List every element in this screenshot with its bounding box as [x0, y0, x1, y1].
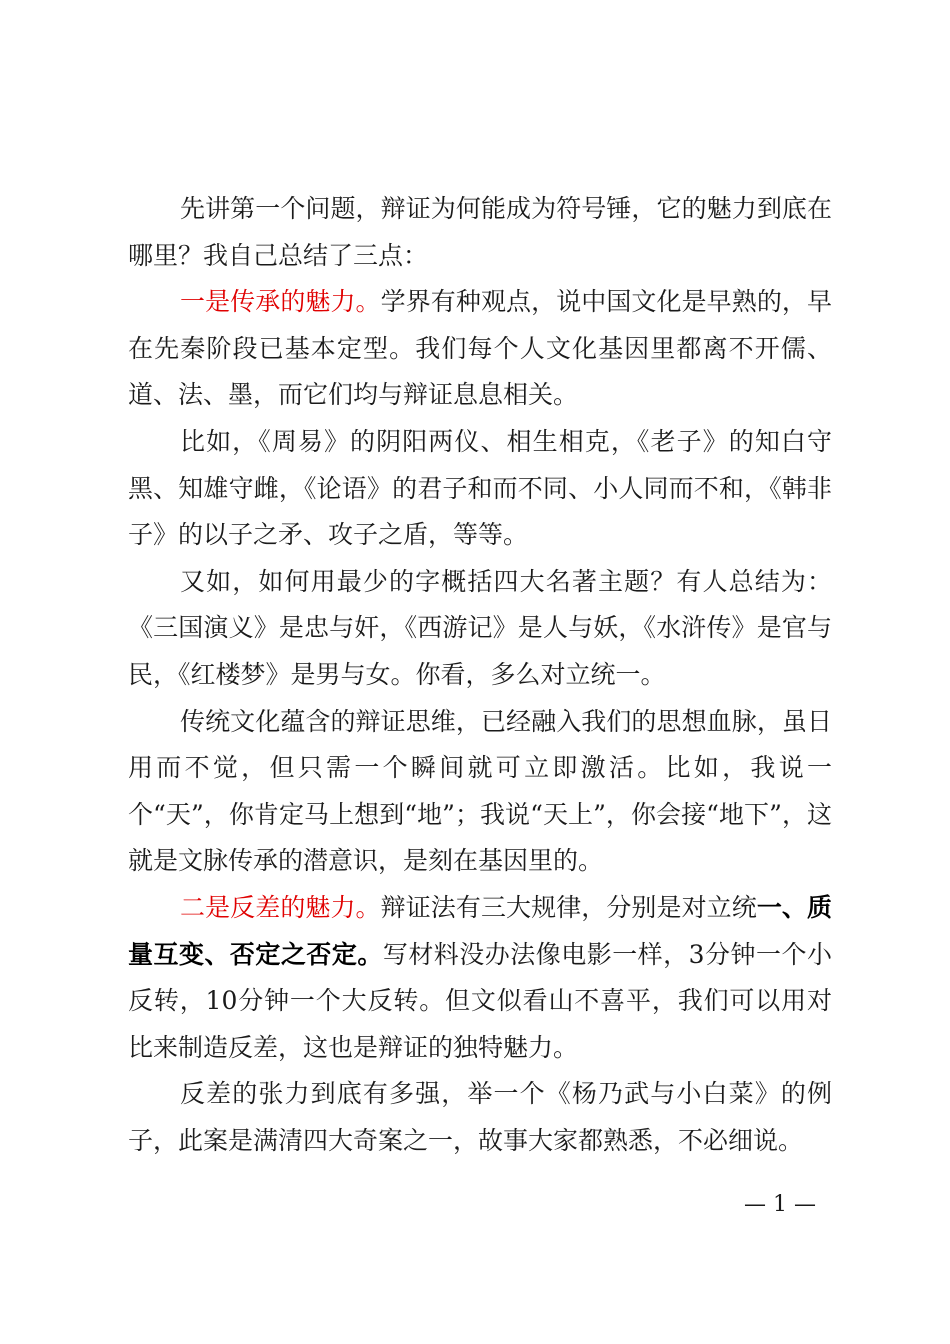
paragraph-3	[128, 419, 832, 559]
paragraph-7	[128, 1071, 832, 1164]
page-number: — 1 —	[744, 1192, 816, 1217]
paragraph-text: 写材料没办法像电影一样，3分钟一个小反转，10分钟一个大反转。但文似看山不喜平，我们可以用对比来制造反差，这也是辩证的独特魅力。	[128, 939, 832, 1062]
paragraph-text: 先讲第一个问题，辩证为何能成为符号锤，它的魅力到底在哪里？我自己总结了三点：	[128, 194, 832, 270]
paragraph-lead-heading: 二是反差的魅力。	[180, 892, 381, 922]
paragraph-6	[128, 885, 832, 1071]
paragraph-text: 比如，《周易》的阴阳两仪、相生相克，《老子》的知白守黑、知雄守雌，《论语》的君子和而不同、小人同而不和，《韩非子》的以子之矛、攻子之盾，等等。	[128, 426, 832, 550]
paragraph-text: 传统文化蕴含的辩证思维，已经融入我们的思想血脉，虽日用而不觉，但只需一个瞬间就可立即激活。比如，我说一个“天”，你肯定马上想到“地”；我说“天上”，你会接“地下”，这就是文脉传承的潜意识，是刻在基因里的。	[128, 706, 832, 876]
paragraph-4	[128, 559, 832, 699]
paragraph-text: 学界有种观点，说中国文化是早熟的，早在先秦阶段已基本定型。我们每个人文化基因里都离不开儒、道、法、墨，而它们均与辩证息息相关。	[128, 287, 832, 410]
paragraph-text: 又如，如何用最少的字概括四大名著主题？有人总结为：《三国演义》是忠与奸，《西游记》是人与妖，《水浒传》是官与民，《红楼梦》是男与女。你看，多么对立统一。	[128, 566, 832, 689]
paragraph-1	[128, 186, 832, 279]
document-body	[128, 186, 832, 1164]
paragraph-lead-heading: 一是传承的魅力。	[180, 287, 381, 317]
paragraph-2	[128, 279, 832, 419]
paragraph-bold-text: 一、质量互变、否定之否定。	[128, 892, 832, 969]
paragraph-5	[128, 699, 832, 885]
paragraph-text: 辩证法有三大规律，分别是对立统	[380, 892, 757, 922]
paragraph-text: 反差的张力到底有多强，举一个《杨乃武与小白菜》的例子，此案是满清四大奇案之一，故事大家都熟悉，不必细说。	[128, 1079, 832, 1155]
